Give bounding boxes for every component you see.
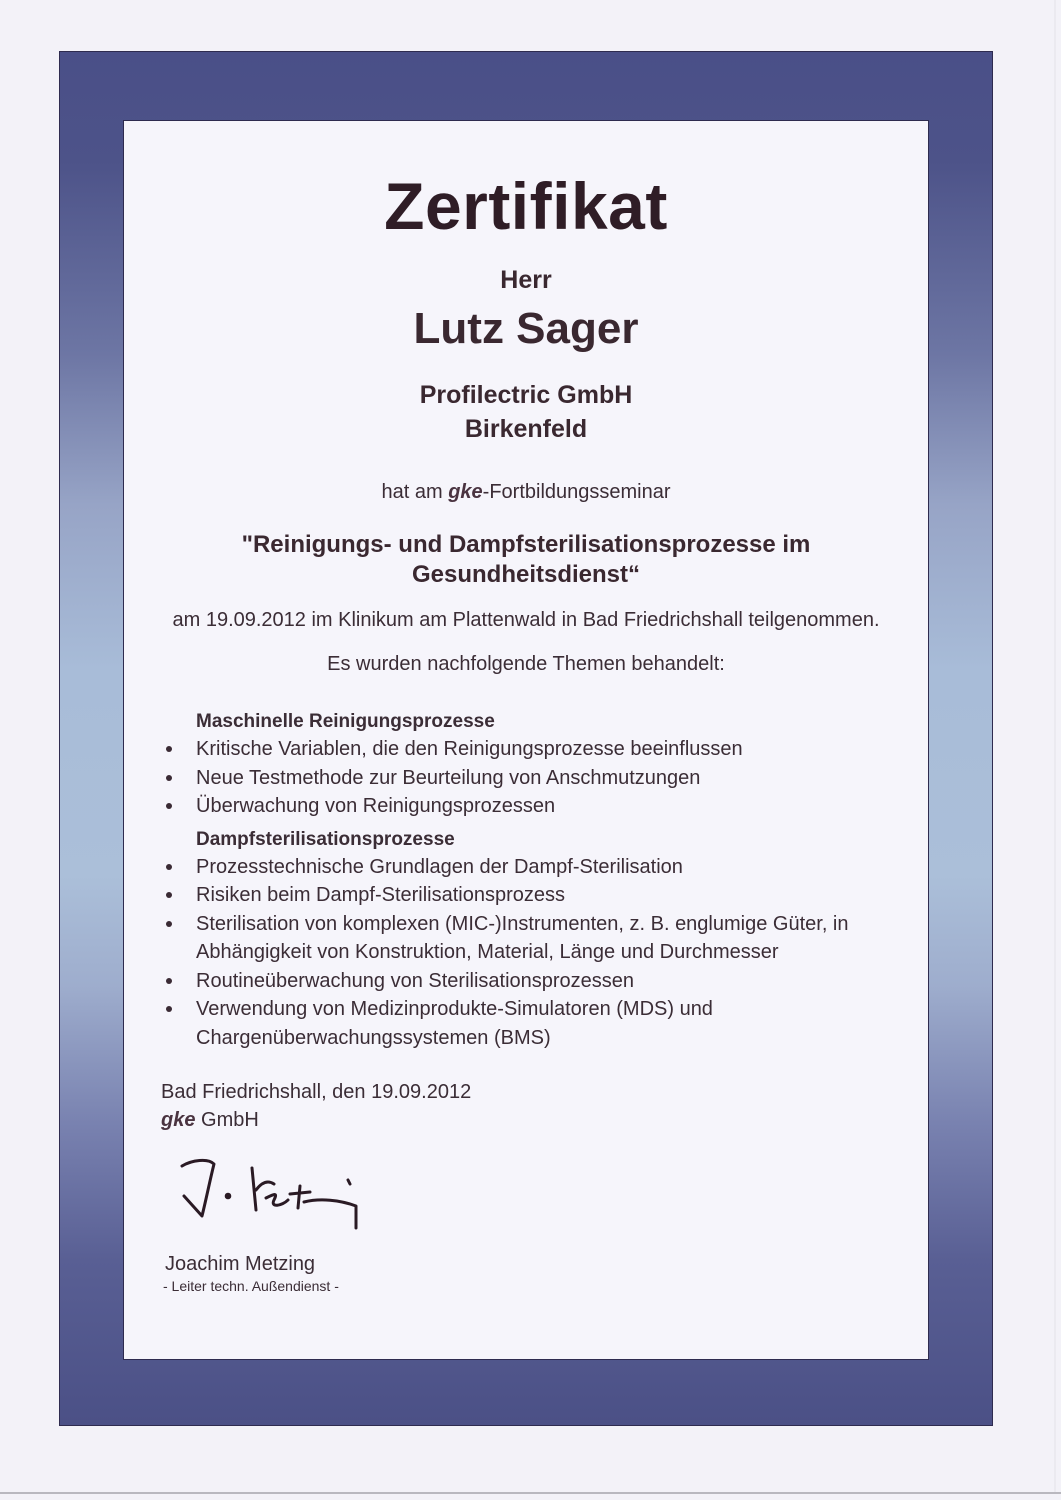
issuer-organization <box>161 1109 259 1132</box>
topic-item: Sterilisation von komplexen (MIC-)Instrumenten, z. B. englumige Güter, in Abhängigkeit von Konstruktion, Material, Länge und Durchmesser <box>160 910 886 967</box>
recipient-name: Lutz Sager <box>413 304 639 353</box>
seminar-title-line-1: "Reinigungs- und Dampfsterilisationsprozesse im <box>241 531 811 558</box>
signer-name: Joachim Metzing <box>165 1253 316 1275</box>
intro-line <box>123 481 929 504</box>
topic-item: Verwendung von Medizinprodukte-Simulatoren (MDS) und Chargenüberwachungssystemen (BMS) <box>160 995 786 1052</box>
signer-role: - Leiter techn. Außendienst - <box>163 1278 339 1294</box>
intro-prefix: hat am <box>381 481 449 503</box>
topic-item: Prozesstechnische Grundlagen der Dampf-Sterilisation <box>160 853 920 882</box>
topic-group-heading: Dampfsterilisationsprozesse <box>196 828 455 850</box>
company-city: Birkenfeld <box>464 415 588 443</box>
place-date: Bad Friedrichshall, den 19.09.2012 <box>161 1081 472 1103</box>
topic-group-heading: Maschinelle Reinigungsprozesse <box>196 711 495 732</box>
gke-brand-logo: gke <box>448 481 483 503</box>
signature-icon <box>170 1150 380 1235</box>
topic-item: Risiken beim Dampf-Sterilisationsprozess <box>160 881 920 910</box>
topic-item: Kritische Variablen, die den Reinigungsprozesse beeinflussen <box>160 735 920 764</box>
topic-item: Neue Testmethode zur Beurteilung von Anschmutzungen <box>160 764 920 793</box>
topic-item: Überwachung von Reinigungsprozessen <box>160 792 920 821</box>
certificate-title: Zertifikat <box>384 169 668 243</box>
salutation: Herr <box>500 266 552 294</box>
date-location-line: am 19.09.2012 im Klinikum am Plattenwald in Bad Friedrichshall teilgenommen. <box>172 609 880 631</box>
gke-brand-logo: gke <box>161 1109 196 1131</box>
topic-list <box>160 735 920 821</box>
company-name: Profilectric GmbH <box>419 381 633 409</box>
topics-section <box>160 709 920 1058</box>
page-edge-bottom <box>0 1492 1061 1494</box>
issuer-suffix: GmbH <box>195 1109 259 1131</box>
topic-item: Routineüberwachung von Sterilisationsprozessen <box>160 967 920 996</box>
seminar-title-line-2: Gesundheitsdienst“ <box>411 561 641 588</box>
topics-intro: Es wurden nachfolgende Themen behandelt: <box>327 653 725 675</box>
intro-suffix: -Fortbildungsseminar <box>482 481 671 503</box>
seminar-title <box>123 530 929 590</box>
topic-list <box>160 853 920 1053</box>
page-edge-right <box>1054 0 1056 1492</box>
recipient-organization <box>123 378 929 446</box>
